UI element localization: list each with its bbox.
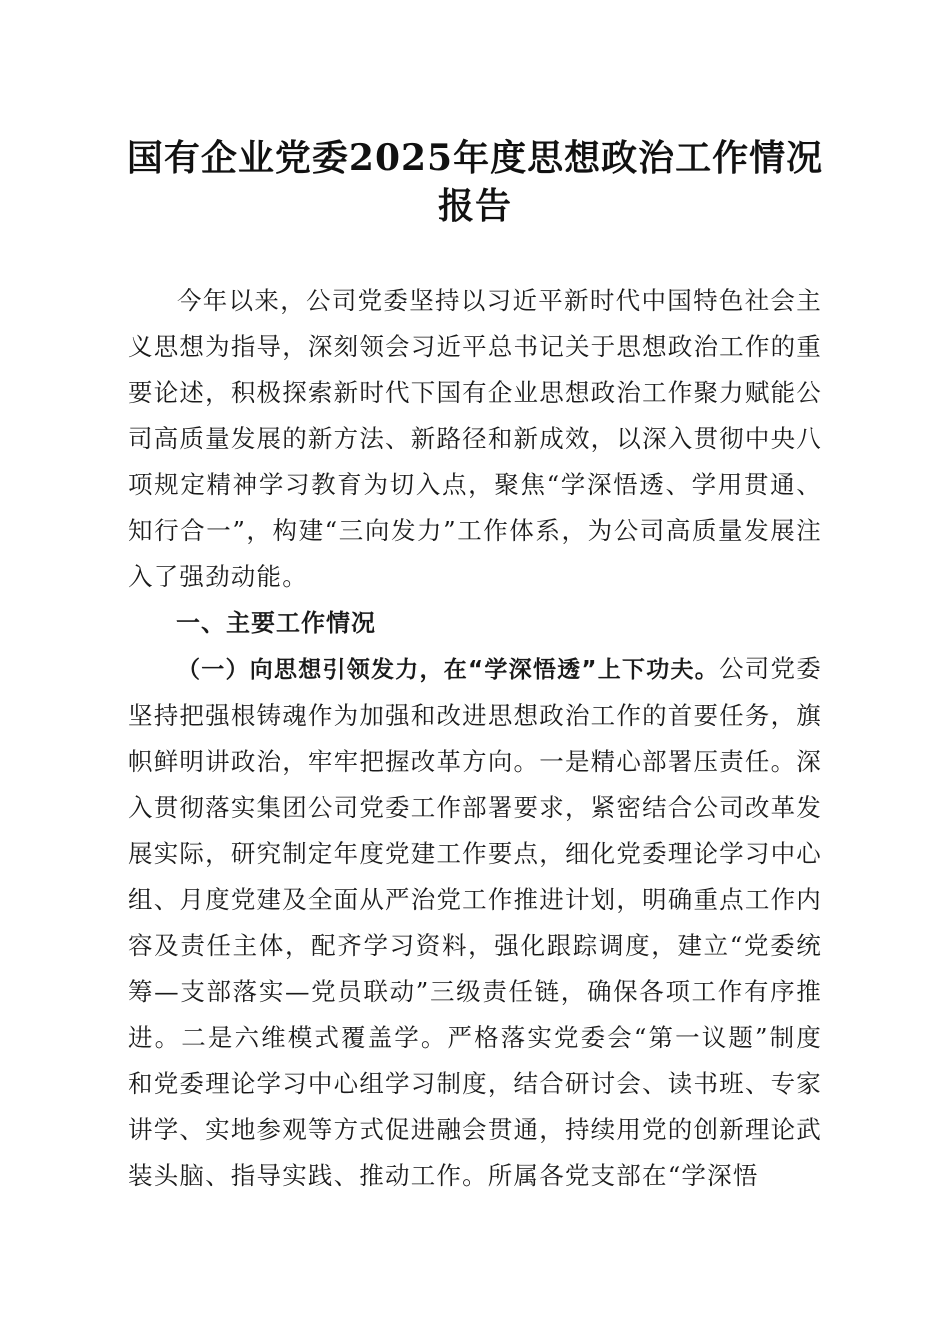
section-heading: 一、主要工作情况 xyxy=(176,609,376,637)
subsection-paragraph xyxy=(128,646,822,1199)
subsection-heading: （一）向思想引领发力，在“学深悟透”上下功夫。 xyxy=(177,657,720,683)
document-body xyxy=(128,278,822,1199)
document-title: 国有企业党委2025年度思想政治工作情况报告 xyxy=(126,137,824,227)
intro-paragraph: 今年以来，公司党委坚持以习近平新时代中国特色社会主义思想为指导，深刻领会习近平总书记关于思想政治工作的重要论述，积极探索新时代下国有企业思想政治工作聚力赋能公司高质量发展的新方法、新路径和新成效，以深入贯彻中央八项规定精神学习教育为切入点，聚焦“学深悟透、学用贯通、知行合一”，构建“三向发力”工作体系，为公司高质量发展注入了强劲动能。 xyxy=(128,286,822,591)
subsection-body: 公司党委坚持把强根铸魂作为加强和改进思想政治工作的首要任务，旗帜鲜明讲政治，牢牢把握改革方向。一是精心部署压责任。深入贯彻落实集团公司党委工作部署要求，紧密结合公司改革发展实际，研究制定年度党建工作要点，细化党委理论学习中心组、月度党建及全面从严治党工作推进计划，明确重点工作内容及责任主体，配齐学习资料，强化跟踪调度，建立“党委统筹—支部落实—党员联动”三级责任链，确保各项工作有序推进。二是六维模式覆盖学。严格落实党委会“第一议题”制度和党委理论学习中心组学习制度，结合研讨会、读书班、专家讲学、实地参观等方式促进融会贯通，持续用党的创新理论武装头脑、指导实践、推动工作。所属各党支部在“学深悟 xyxy=(128,654,822,1190)
